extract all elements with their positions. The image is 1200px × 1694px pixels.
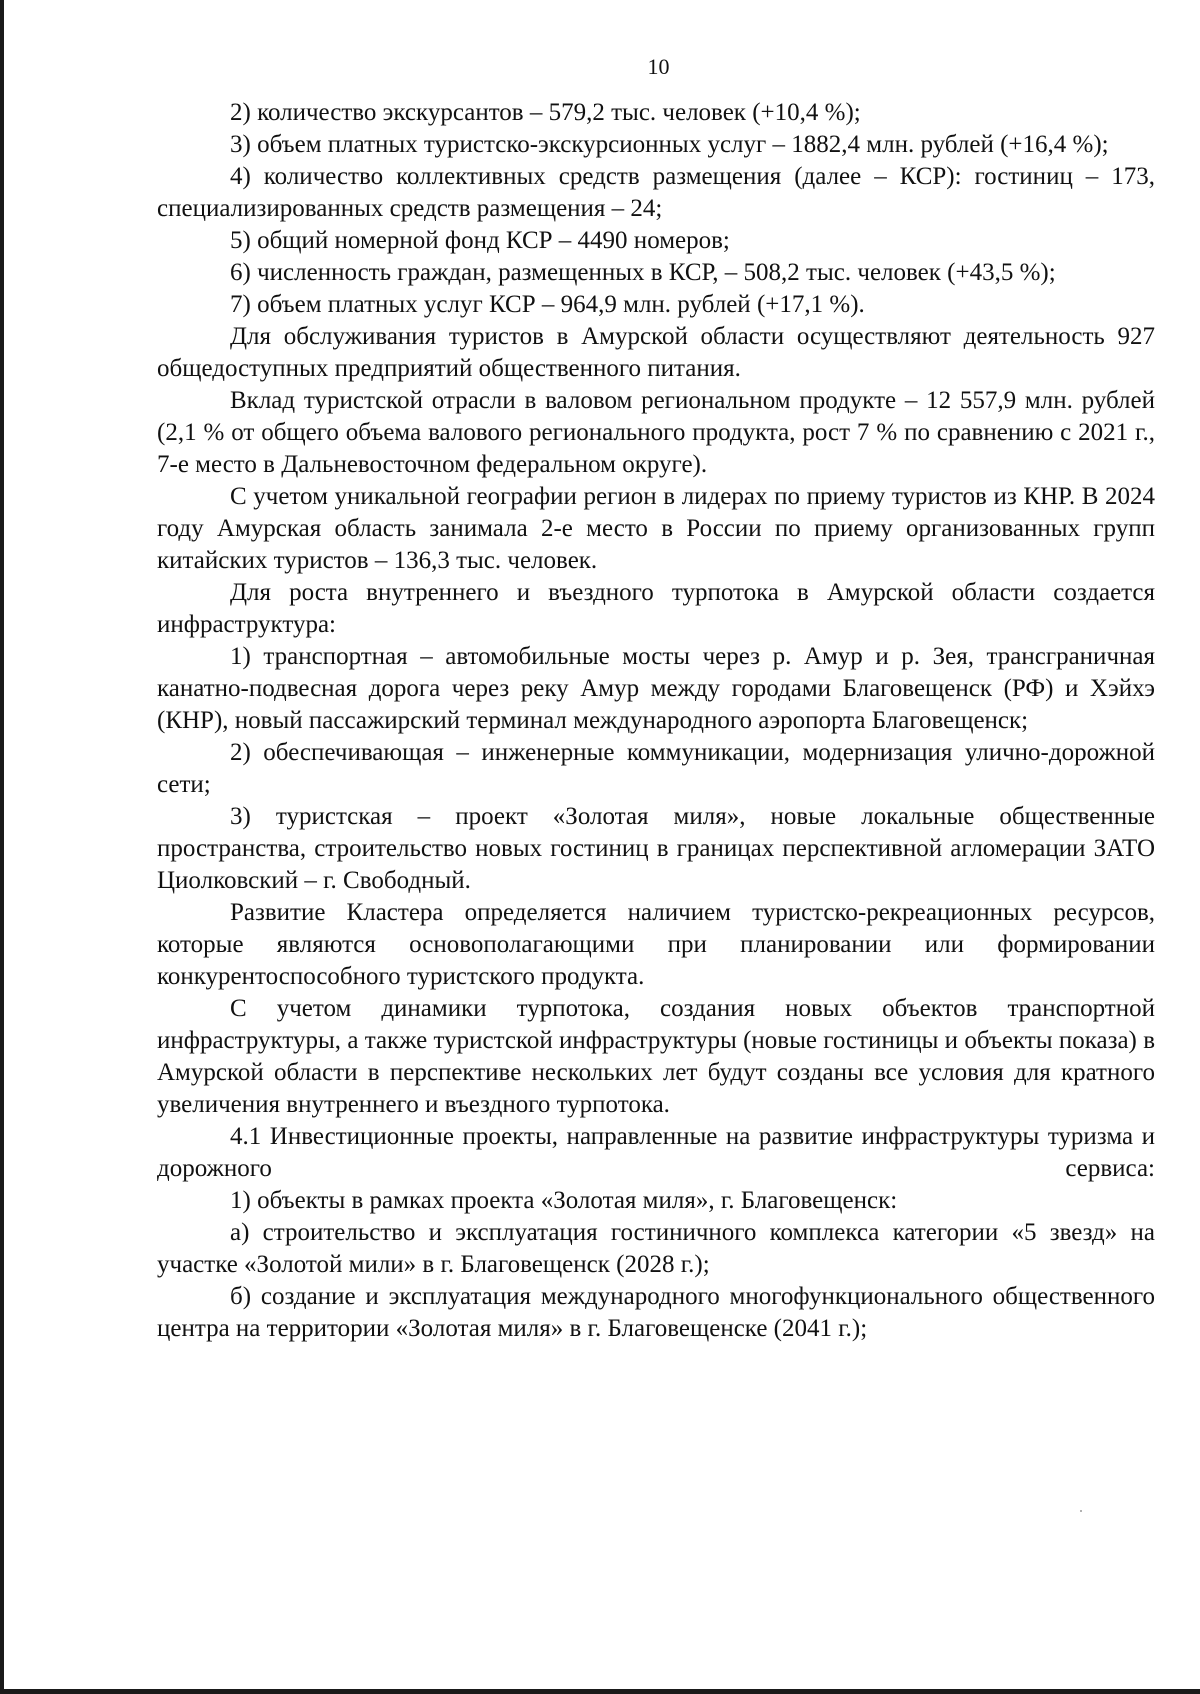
paragraph-china-tourists: С учетом уникальной географии регион в лидерах по приему туристов из КНР. В 2024 году Амурская область занимала 2-е место в России по приему организованных групп китайских туристов – 136,3 тыс. человек. [157,483,1155,574]
section-heading-4-1: 4.1 Инвестиционные проекты, направленные на развитие инфраструктуры туризма и дорожного сервиса: [157,1123,1155,1182]
paragraph-public-center: б) создание и эксплуатация международного многофункционального общественного центра на территории «Золотая миля» в г. Благовещенске (2041 г.); [157,1283,1155,1342]
paragraph-visitors: 2) количество экскурсантов – 579,2 тыс. человек (+10,4 %); [230,99,861,126]
paragraph-tourist-infrastructure: 3) туристская – проект «Золотая миля», новые локальные общественные пространства, строительство новых гостиниц в границах перспективной агломерации ЗАТО Циолковский – г. Свободный. [157,803,1155,894]
paragraph-guests-count: 6) численность граждан, размещенных в КСР, – 508,2 тыс. человек (+43,5 %); [230,259,1056,286]
paragraph-accommodation-count: 4) количество коллективных средств размещения (далее – КСР): гостиниц – 173, специализированных средств размещения – 24; [157,163,1155,222]
paragraph-catering: Для обслуживания туристов в Амурской области осуществляют деятельность 927 общедоступных предприятий общественного питания. [157,323,1155,382]
paragraph-cluster-development: Развитие Кластера определяется наличием туристско-рекреационных ресурсов, которые являются основополагающими при планировании или формировании конкурентоспособного туристского продукта. [157,899,1155,990]
scan-speck [1080,1510,1082,1512]
scan-left-edge [0,0,4,1694]
paragraph-ksr-services: 7) объем платных услуг КСР – 964,9 млн. рублей (+17,1 %). [230,291,865,318]
paragraph-infrastructure-intro: Для роста внутреннего и въездного турпотока в Амурской области создается инфраструктура: [157,579,1155,638]
page-number: 10 [647,54,670,79]
paragraph-room-stock: 5) общий номерной фонд КСР – 4490 номеров; [230,227,730,254]
paragraph-transport: 1) транспортная – автомобильные мосты через р. Амур и р. Зея, трансграничная канатно-подвесная дорога через реку Амур между городами Благовещенск (РФ) и Хэйхэ (КНР), новый пассажирский терминал международного аэропорта Благовещенск; [157,643,1155,734]
scan-bottom-edge [0,1689,1200,1694]
paragraph-tourist-flow: С учетом динамики турпотока, создания новых объектов транспортной инфраструктуры, а также туристской инфраструктуры (новые гостиницы и объекты показа) в Амурской области в перспективе нескольких лет будут созданы все условия для кратного увеличения внутреннего и въездного турпотока. [157,995,1155,1118]
document-body [157,97,1155,1345]
paragraph-paid-services: 3) объем платных туристско-экскурсионных услуг – 1882,4 млн. рублей (+16,4 %); [230,131,1109,158]
paragraph-utilities: 2) обеспечивающая – инженерные коммуникации, модернизация улично-дорожной сети; [157,739,1155,798]
paragraph-hotel-complex: а) строительство и эксплуатация гостиничного комплекса категории «5 звезд» на участке «Золотой мили» в г. Благовещенск (2028 г.); [157,1219,1155,1278]
paragraph-golden-mile-objects: 1) объекты в рамках проекта «Золотая миля», г. Благовещенск: [230,1187,898,1214]
paragraph-grp-contribution: Вклад туристской отрасли в валовом региональном продукте – 12 557,9 млн. рублей (2,1 % от общего объема валового регионального продукта, рост 7 % по сравнению с 2021 г., 7-е место в Дальневосточном федеральном округе). [157,387,1155,478]
